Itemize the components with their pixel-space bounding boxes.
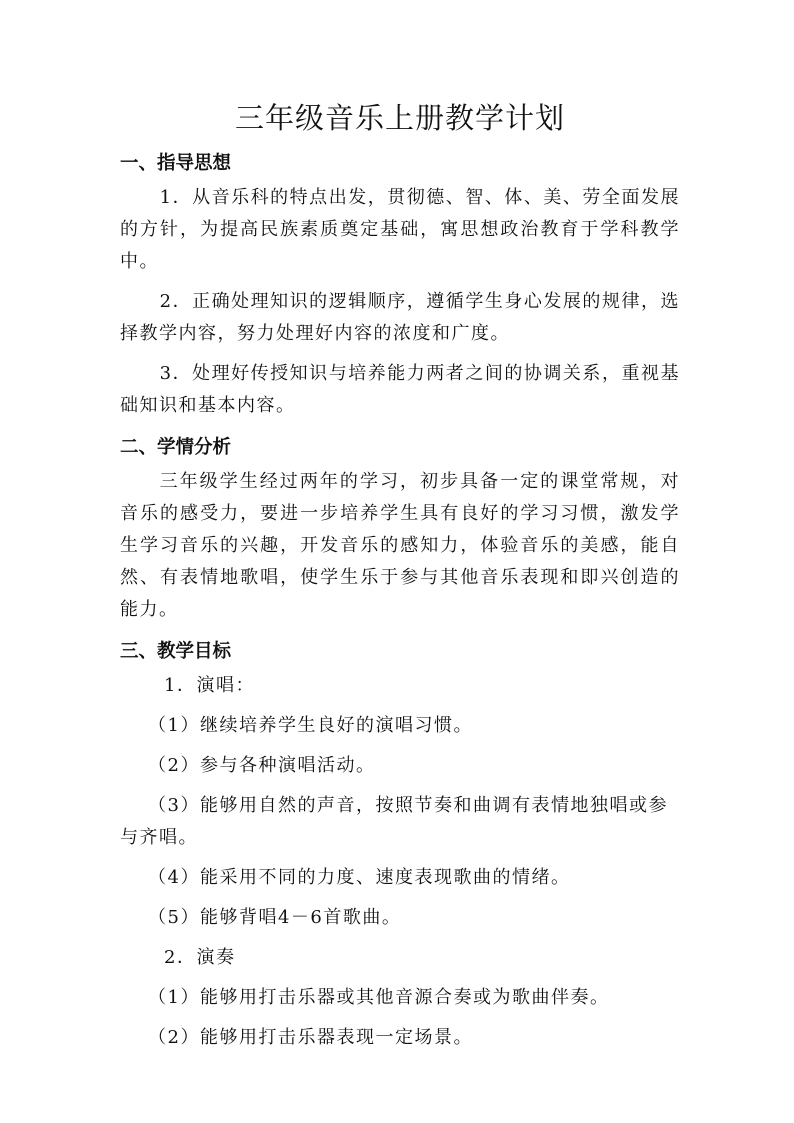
document-title: 三年级音乐上册教学计划 [234, 101, 565, 135]
list-item: （1）能够用打击乐器或其他音源合奏或为歌曲伴奏。 [148, 987, 610, 1008]
list-item: 2．演奏 [164, 947, 236, 968]
section-guiding-ideology [120, 150, 680, 422]
paragraph: 三年级学生经过两年的学习，初步具备一定的课堂常规，对音乐的感受力，要进一步培养学生具有良好的学习习惯，激发学生学习音乐的兴趣，开发音乐的感知力，体验音乐的美感，能自然、有表情地歌唱，使学生乐于参与其他音乐表现和即兴创造的能力。 [120, 471, 680, 620]
section-heading: 二、学情分析 [120, 437, 232, 458]
list-item: （1）继续培养学生良好的演唱习惯。 [148, 715, 473, 736]
section-teaching-goals [120, 638, 680, 1054]
paragraph: 1．从音乐科的特点出发，贯彻德、智、体、美、劳全面发展的方针，为提高民族素质奠定基础，寓思想政治教育于学科教学中。 [120, 187, 680, 272]
document-page [120, 98, 680, 1062]
section-heading: 三、教学目标 [120, 641, 232, 662]
section-student-analysis [120, 434, 680, 626]
list-item: 1．演唱： [164, 675, 255, 696]
list-item: （2）能够用打击乐器表现一定场景。 [148, 1027, 473, 1048]
paragraph: 3．处理好传授知识与培养能力两者之间的协调关系，重视基础知识和基本内容。 [120, 363, 680, 416]
list-item: （4）能采用不同的力度、速度表现歌曲的情绪。 [148, 867, 571, 888]
section-heading: 一、指导思想 [120, 153, 232, 174]
list-item: （3）能够用自然的声音，按照节奏和曲调有表情地独唱或参与齐唱。 [120, 795, 668, 848]
paragraph: 2．正确处理知识的逻辑顺序，遵循学生身心发展的规律，选择教学内容，努力处理好内容的浓度和广度。 [120, 291, 680, 344]
list-item: （2）参与各种演唱活动。 [148, 755, 376, 776]
list-item: （5）能够背唱4－6首歌曲。 [148, 907, 402, 928]
